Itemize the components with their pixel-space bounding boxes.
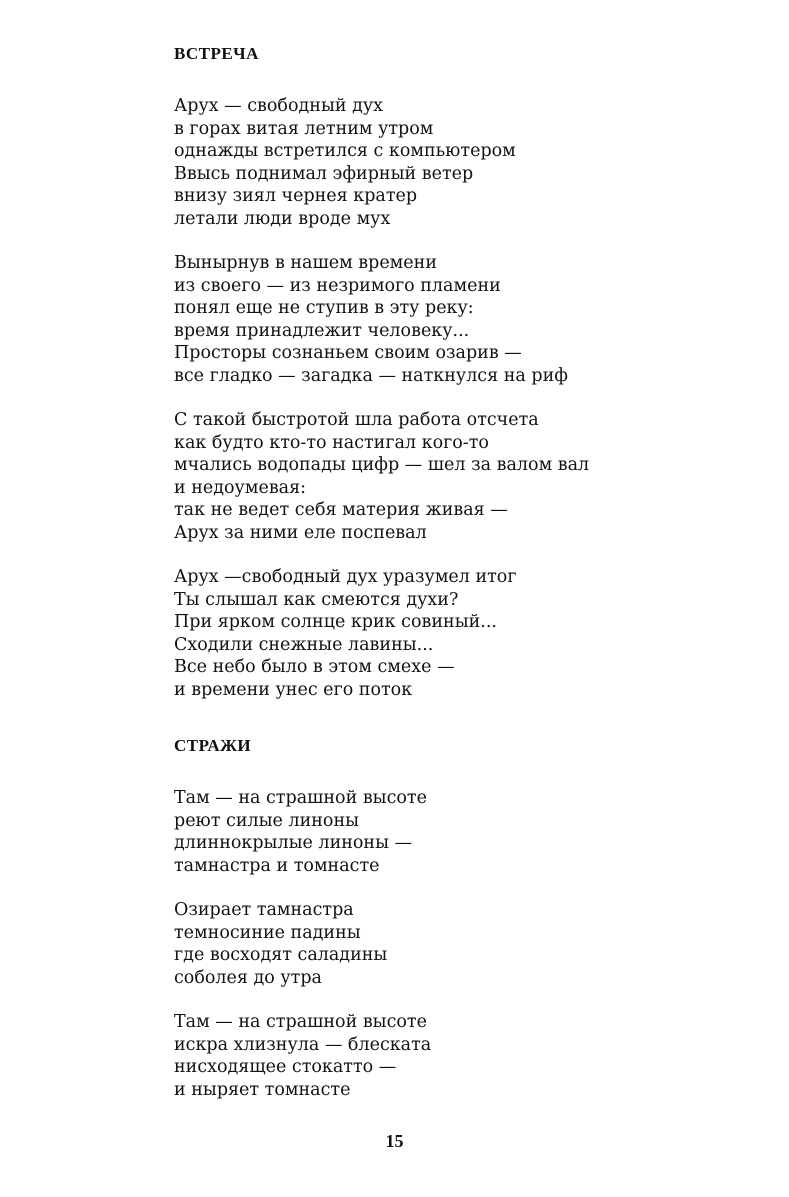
poem-line: Там — на страшной высоте [174, 1012, 427, 1032]
poem-line: нисходящее стокатто — [174, 1057, 397, 1077]
poem-line: как будто кто-то настигал кого-то [174, 432, 489, 453]
poem-line: в горах витая летним утром [174, 118, 434, 139]
stanza [174, 95, 774, 230]
page-content [174, 42, 774, 1101]
poem-line: Вынырнув в нашем времени [174, 253, 437, 273]
poem-line: длиннокрылые линоны — [174, 833, 413, 853]
poem-line: Ты слышал как смеются духи? [174, 589, 459, 610]
poem-line: Ввысь поднимал эфирный ветер [174, 163, 474, 184]
poem-line: мчались водопады цифр — шел за валом вал [174, 455, 590, 475]
poem-title-vstrecha: ВСТРЕЧА [174, 44, 259, 63]
poem-title-strazhi: СТРАЖИ [174, 736, 252, 755]
poem-line: все гладко — загадка — наткнулся на риф [174, 365, 568, 386]
poem-line: однажды встретился с компьютером [174, 141, 516, 161]
poem-line: Все небо было в этом смехе — [174, 657, 455, 677]
poem-line: Арух —свободный дух уразумел итог [174, 567, 517, 587]
poem-line: и недоумевая: [174, 477, 307, 498]
poem-line: соболея до утра [174, 967, 322, 988]
poem-line: С такой быстротой шла работа отсчета [174, 410, 539, 430]
poem-line: Озирает тамнастра [174, 900, 354, 920]
poem-line: понял еще не ступив в эту реку: [174, 298, 474, 318]
poem-line: При ярком солнце крик совиный... [174, 612, 497, 632]
stanza [174, 899, 774, 989]
stanza [174, 1011, 774, 1101]
poem-line: и времени унес его поток [174, 679, 413, 700]
stanza [174, 787, 774, 877]
poem-line: время принадлежит человеку... [174, 320, 470, 341]
poem-line: тамнастра и томнасте [174, 855, 380, 876]
page-number: 15 [385, 1131, 404, 1151]
poem-line: Сходили снежные лавины... [174, 634, 434, 655]
poem-line: Просторы сознаньем своим озарив — [174, 343, 522, 363]
poem-line: и ныряет томнасте [174, 1079, 351, 1100]
poem-line: где восходят саладины [174, 945, 388, 965]
poem-line: Арух — свободный дух [174, 96, 384, 116]
poem-line: летали люди вроде мух [174, 208, 391, 229]
poem-line: Там — на страшной высоте [174, 788, 427, 808]
poem-line: из своего — из незримого пламени [174, 275, 501, 296]
stanza [174, 252, 774, 387]
stanza [174, 409, 774, 544]
stanza [174, 566, 774, 701]
poem-line: искра хлизнула — блескатa [174, 1034, 432, 1055]
poem-line: так не ведет себя материя живая — [174, 500, 508, 520]
poem-line: реют силые линоны [174, 810, 360, 831]
poem-line: Арух за ними еле поспевал [174, 522, 427, 543]
poem-line: темносиние падины [174, 922, 361, 943]
poem-line: внизу зиял чернея кратер [174, 186, 418, 206]
